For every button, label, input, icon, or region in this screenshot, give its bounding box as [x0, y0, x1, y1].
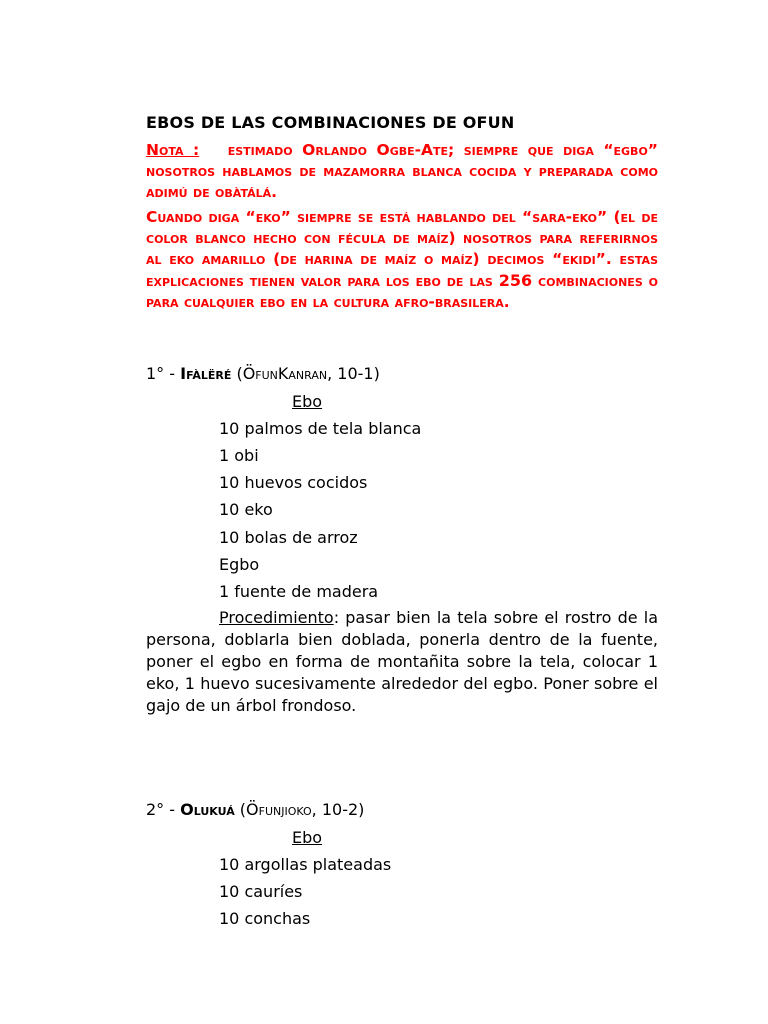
section-1-item: 10 huevos cocidos: [219, 473, 368, 492]
section-1-odu: ÖfunKanran: [242, 364, 328, 383]
note-text-2a: Cuando diga “eko” siempre se está hablando del “sara-eko” (el de color blanco hecho con fécula de maíz) nosotros para referirnos al eko amarillo (de harina de maíz o maíz) decimos “ekidi”. estas explicaciones tienen valor para los ebo de las: [146, 208, 658, 290]
section-2-name: Olukuá: [180, 800, 235, 819]
section-2-code: , 10-2): [311, 800, 365, 819]
procedure-label: Procedimiento: [219, 608, 334, 627]
section-2-odu: Öfunjioko: [246, 800, 312, 819]
section-1-heading: [146, 364, 380, 383]
section-1-procedure: [146, 607, 658, 717]
section-1-item: 1 fuente de madera: [219, 582, 379, 601]
section-2-ebo-label: Ebo: [292, 828, 323, 847]
section-1-paren: (: [231, 364, 243, 383]
section-2-item: 10 cauríes: [219, 882, 303, 901]
note-paragraph-1: [146, 140, 658, 203]
section-2-number: 2° -: [146, 800, 181, 819]
procedure-text: : pasar bien la tela sobre el rostro de la persona, doblarla bien doblada, ponerla dentro de la fuente, poner el egbo en forma de montañita sobre la tela, colocar 1 eko, 1 huevo sucesivamente alrededor del egbo. Poner sobre el gajo de un árbol frondoso.: [146, 608, 658, 715]
section-1-item: 10 bolas de arroz: [219, 528, 358, 547]
note-number: 256: [498, 271, 533, 290]
note-text-2b: combinaciones o para cualquier ebo en la cultura afro-brasilera.: [146, 272, 659, 311]
note-lead: Nota :: [146, 141, 200, 159]
section-1-number: 1° -: [146, 364, 181, 383]
section-1-name: Ifàlëré: [180, 364, 232, 383]
section-1-code: , 10-1): [327, 364, 380, 383]
section-2-paren: (: [234, 800, 247, 819]
section-2-heading: [146, 800, 364, 819]
document-title: EBOS DE LAS COMBINACIONES DE OFUN: [146, 113, 515, 132]
note-paragraph-2: [146, 207, 658, 313]
section-1-item: Egbo: [219, 555, 260, 574]
section-1-item: 10 palmos de tela blanca: [219, 419, 422, 438]
section-2-item: 10 conchas: [219, 909, 311, 928]
note-text-1: estimado Orlando Ogbe-Ate; siempre que diga “egbo” nosotros hablamos de mazamorra blanca cocida y preparada como adimú de obàtálá.: [146, 141, 658, 201]
section-1-item: 1 obi: [219, 446, 259, 465]
section-2-item: 10 argollas plateadas: [219, 855, 392, 874]
section-1-item: 10 eko: [219, 500, 273, 519]
section-1-ebo-label: Ebo: [292, 392, 323, 411]
